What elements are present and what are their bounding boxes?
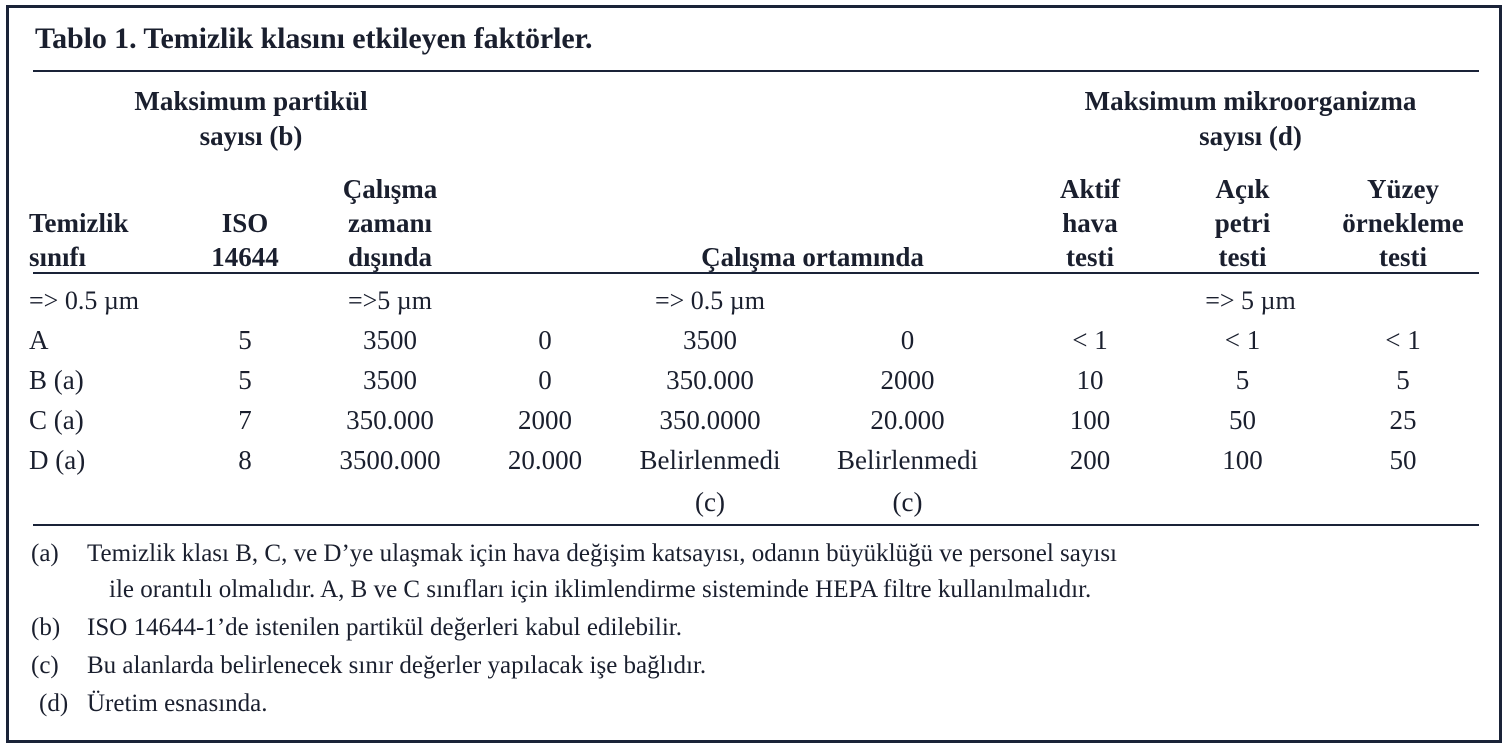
- table-caption: Tablo 1. Temizlik klasını etkileyen faktörler.: [35, 22, 593, 55]
- footnote-d-marker: (d): [39, 690, 69, 717]
- group-header-particles-line1: Maksimum partikül: [134, 86, 368, 116]
- footnote-d: [31, 686, 1481, 722]
- footnote-d-text: Üretim esnasında.: [87, 690, 268, 717]
- col-header-surface-line3: testi: [1379, 242, 1427, 272]
- cell-iso: 5: [238, 365, 252, 395]
- col-header-active-air-line2: hava: [1062, 208, 1118, 238]
- cell-open-petri: < 1: [1224, 325, 1261, 355]
- cell-active-air: 100: [1069, 405, 1111, 435]
- cont-open-petri-empty: [1170, 478, 1315, 520]
- footnote-a-text: [87, 536, 1481, 608]
- col-header-active-air-line3: testi: [1066, 242, 1114, 272]
- cell-offwork-05: 350.000: [346, 405, 434, 435]
- cell-offwork-5: 0: [538, 325, 552, 355]
- col-header-iso: [185, 154, 305, 274]
- cell-active-air: < 1: [1072, 325, 1108, 355]
- table-inner-area: [27, 8, 1485, 740]
- footnotes-block: [31, 536, 1481, 724]
- table-row: [27, 438, 1491, 478]
- table-row: [27, 318, 1491, 358]
- cell-surface: < 1: [1385, 325, 1421, 355]
- cell-surface: 50: [1389, 445, 1417, 475]
- footnote-b-text: ISO 14644-1’de istenilen partikül değerleri kabul edilebilir.: [87, 614, 682, 641]
- footnote-a-line1: Temizlik klası B, C, ve D’ye ulaşmak için hava değişim katsayısı, odanın büyüklüğü ve personel sayısı: [87, 540, 1118, 567]
- unit-inwork: => 0.5 µm: [654, 286, 766, 315]
- cont-offwork-05-empty: [305, 478, 475, 520]
- cell-surface: 5: [1396, 365, 1410, 395]
- col-header-surface-line1: Yüzey: [1367, 174, 1439, 204]
- group-header-micro: [1010, 78, 1491, 154]
- cell-inwork-05: 3500: [683, 325, 737, 355]
- footnote-marker-row: [27, 478, 1491, 520]
- col-header-active-air: [1010, 154, 1170, 274]
- unit-micro: => 5 µm: [1205, 286, 1296, 315]
- cell-open-petri: 100: [1222, 445, 1263, 475]
- footnote-a: [31, 536, 1481, 608]
- col-header-offwork-line2: zamanı: [348, 208, 432, 238]
- col-header-offwork-line3: dışında: [347, 242, 433, 272]
- cell-inwork-05: 350.0000: [659, 405, 761, 435]
- cell-class: D (a): [29, 445, 86, 475]
- cell-offwork-05: 3500: [363, 325, 417, 355]
- col-header-class: [27, 154, 185, 274]
- cont-surface-empty: [1315, 478, 1491, 520]
- cell-offwork-5: 0: [538, 365, 552, 395]
- cell-iso: 5: [238, 325, 252, 355]
- cell-inwork-5: 2000: [880, 365, 935, 395]
- cell-inwork-05: 350.000: [666, 365, 754, 395]
- cont-class-empty: [27, 478, 185, 520]
- cell-active-air: 200: [1069, 445, 1111, 475]
- col-header-offwork-line1: Çalışma: [342, 174, 438, 204]
- footnote-b-marker: (b): [31, 614, 61, 641]
- cell-offwork-5: 20.000: [507, 445, 583, 475]
- unit-iso-empty: [185, 274, 305, 318]
- cell-open-petri: 5: [1235, 365, 1250, 395]
- col-header-active-air-line1: Aktif: [1060, 174, 1120, 204]
- col-header-inwork: [615, 154, 1010, 274]
- col-header-open-petri: [1170, 154, 1315, 274]
- cell-inwork-05-note: (c): [695, 487, 725, 517]
- table-row: [27, 358, 1491, 398]
- group-header-micro-line2: sayısı (d): [1199, 121, 1302, 151]
- table-outer-border: [6, 5, 1502, 743]
- unit-offwork5-empty: [475, 274, 615, 318]
- footnote-a-marker: (a): [31, 540, 59, 567]
- cell-inwork-5: 20.000: [870, 405, 945, 435]
- cell-inwork-5-note: (c): [892, 487, 923, 517]
- col-header-surface-line2: örnekleme: [1342, 208, 1464, 238]
- cell-surface: 25: [1389, 405, 1417, 435]
- footnote-c: [31, 648, 1481, 684]
- rule-above-footnotes: [33, 524, 1479, 526]
- cell-inwork-5: Belirlenmedi: [837, 445, 978, 475]
- col-header-offwork: [305, 154, 475, 274]
- group-header-spacer: [475, 78, 1010, 154]
- cell-active-air: 10: [1076, 365, 1104, 395]
- cell-iso: 7: [238, 405, 252, 435]
- footnote-b: [31, 610, 1481, 646]
- cell-inwork-05: Belirlenmedi: [639, 445, 781, 475]
- cell-class: B (a): [29, 365, 84, 395]
- group-header-particles: [27, 78, 475, 154]
- cont-iso-empty: [185, 478, 305, 520]
- col-header-iso-line2: 14644: [211, 242, 279, 272]
- footnote-a-line2: ile orantılı olmalıdır. A, B ve C sınıfları için iklimlendirme sisteminde HEPA filtre kullanılmalıdır.: [109, 576, 1092, 603]
- cell-class: C (a): [29, 405, 84, 435]
- group-header-micro-line1: Maksimum mikroorganizma: [1084, 86, 1417, 116]
- unit-class: => 0.5 µm: [29, 286, 140, 315]
- cell-inwork-5: 0: [900, 325, 915, 355]
- col-header-class-line2: sınıfı: [29, 242, 87, 272]
- col-header-open-petri-line3: testi: [1218, 242, 1267, 272]
- unit-offwork: =>5 µm: [347, 286, 433, 315]
- col-header-inwork-line1: Çalışma ortamında: [701, 242, 924, 272]
- cell-offwork-5: 2000: [518, 405, 572, 435]
- unit-row: [27, 274, 1491, 318]
- col-header-open-petri-line2: petri: [1214, 208, 1271, 238]
- rule-below-caption: [33, 70, 1479, 72]
- unit-inwork5-empty: [805, 274, 1010, 318]
- col-header-iso-line1: ISO: [221, 208, 269, 238]
- cleanliness-class-table: [27, 78, 1491, 520]
- cell-iso: 8: [238, 445, 252, 475]
- group-header-row: [27, 78, 1491, 154]
- footnote-c-text: Bu alanlarda belirlenecek sınır değerler yapılacak işe bağlıdır.: [87, 652, 707, 679]
- table-row: [27, 398, 1491, 438]
- cell-class: A: [29, 325, 49, 355]
- cont-active-air-empty: [1010, 478, 1170, 520]
- cell-offwork-05: 3500: [363, 365, 417, 395]
- col-header-spacer-left: [475, 154, 615, 274]
- footnote-c-marker: (c): [31, 652, 59, 679]
- cell-open-petri: 50: [1229, 405, 1256, 435]
- cell-offwork-05: 3500.000: [339, 445, 441, 475]
- col-header-open-petri-line1: Açık: [1215, 174, 1270, 204]
- column-header-row: [27, 154, 1491, 274]
- col-header-class-line1: Temizlik: [29, 208, 129, 238]
- col-header-surface: [1315, 154, 1491, 274]
- cont-offwork-5-empty: [475, 478, 615, 520]
- group-header-particles-line2: sayısı (b): [199, 121, 303, 151]
